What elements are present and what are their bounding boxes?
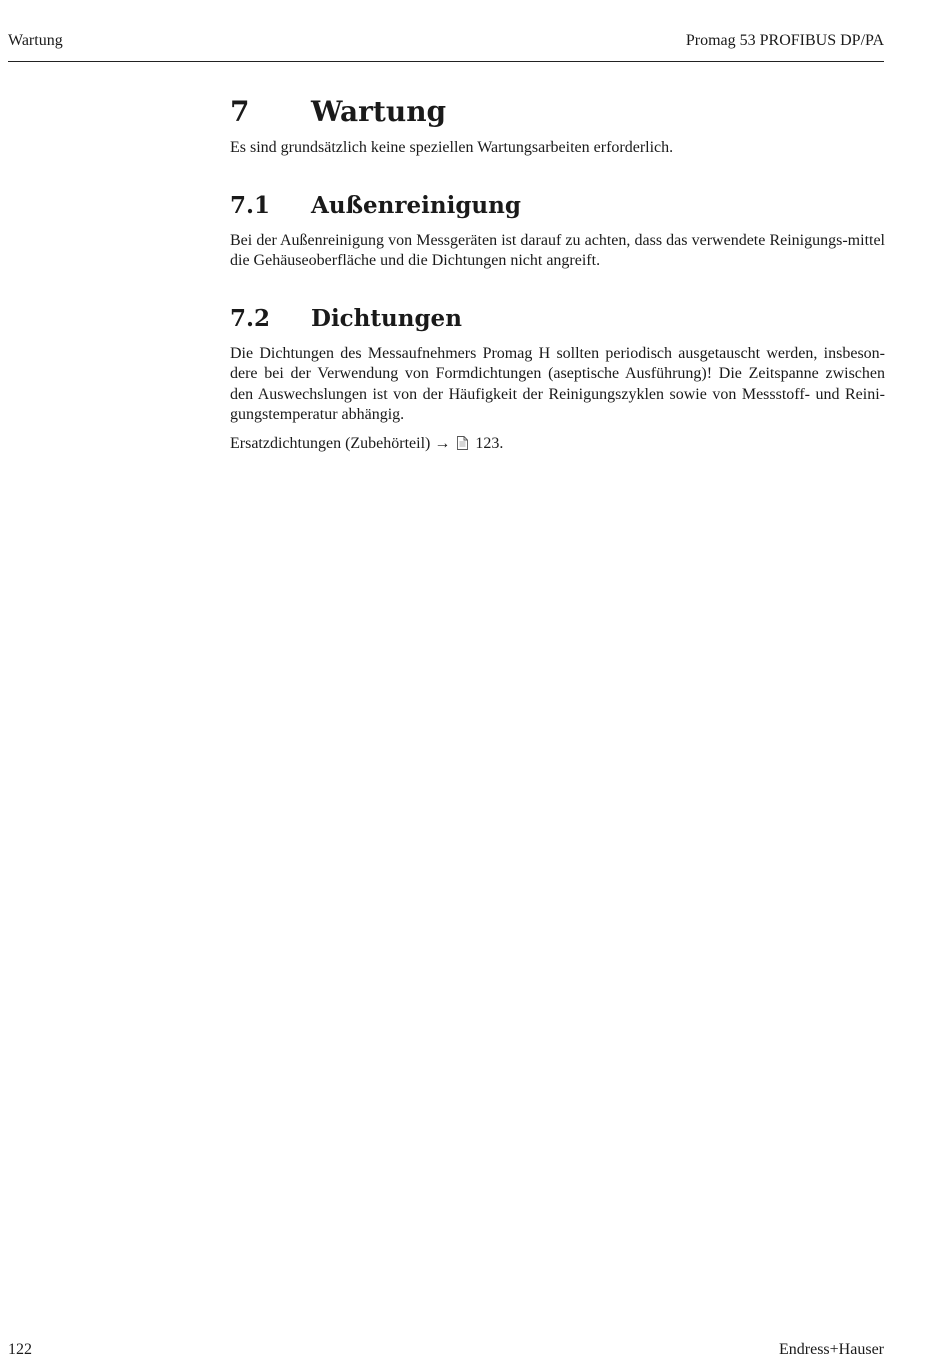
section-paragraph: Bei der Außenreinigung von Messgeräten ist darauf zu achten, dass das verwendete Reinigungs-mittel die Gehäuseoberfläche und die Dichtungen nicht angreift. — [230, 231, 885, 269]
section-number: 7.2 — [230, 304, 271, 332]
cross-reference[interactable] — [230, 434, 885, 455]
section-dichtungen — [230, 304, 885, 455]
section-paragraph: Die Dichtungen des Messaufnehmers Promag H sollten periodisch ausgetauscht werden, insbeson-dere bei der Verwendung von Formdichtungen (aseptische Ausführung)! Die Zeitspanne zwischen den Auswechslungen ist von der Häufigkeit der Reinigungszyklen sowie von Messstoff- und Reini-gungstemperatur abhängig. — [230, 344, 885, 423]
section-title: Dichtungen — [311, 304, 462, 332]
running-header — [8, 32, 884, 62]
footer-brand: Endress+Hauser — [779, 1341, 884, 1358]
main-content — [230, 94, 885, 454]
chapter-heading — [230, 94, 885, 130]
section-title: Außenreinigung — [311, 191, 521, 219]
chapter-number: 7 — [230, 95, 250, 128]
header-chapter-title: Wartung — [8, 32, 63, 49]
section-number: 7.1 — [230, 191, 271, 219]
chapter-title: Wartung — [311, 95, 447, 128]
chapter-section — [230, 94, 885, 159]
reference-page: 123. — [475, 434, 504, 452]
page-icon — [457, 436, 468, 450]
header-product-title: Promag 53 PROFIBUS DP/PA — [685, 32, 884, 49]
section-heading — [230, 304, 885, 334]
reference-text: Ersatzdichtungen (Zubehörteil) → — [230, 434, 451, 452]
section-heading — [230, 191, 885, 221]
chapter-intro: Es sind grundsätzlich keine speziellen Wartungsarbeiten erforderlich. — [230, 139, 674, 156]
section-aussenreinigung — [230, 191, 885, 272]
page-number: 122 — [8, 1341, 32, 1358]
